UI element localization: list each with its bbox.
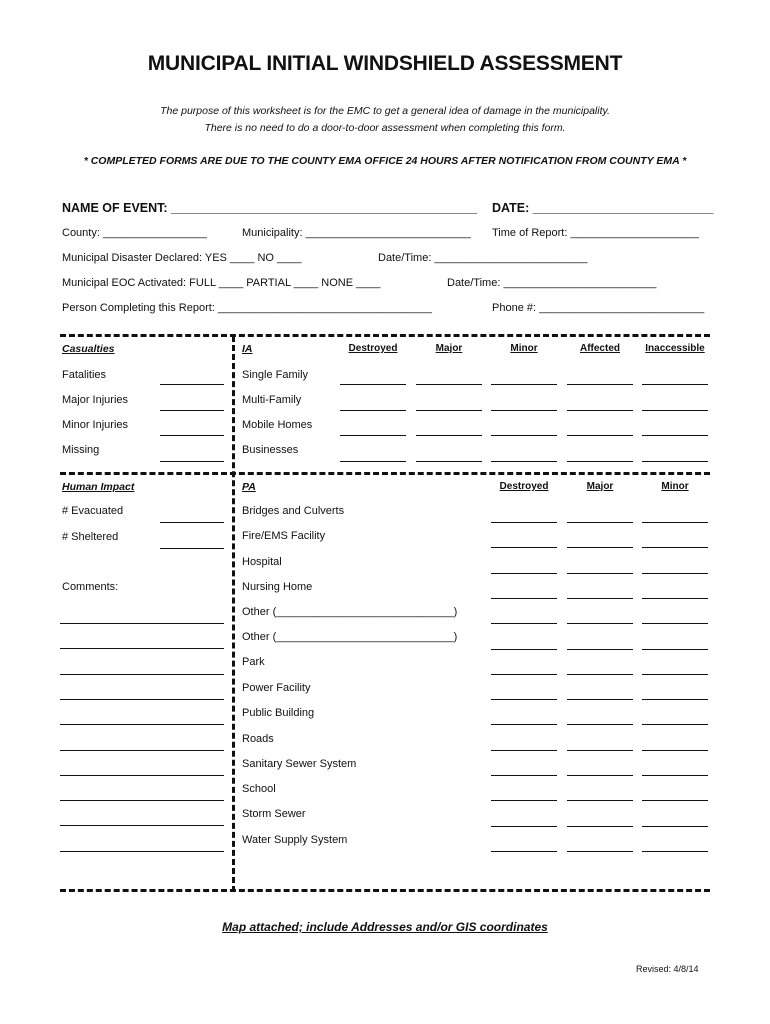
ia-col-major: Major <box>435 343 463 354</box>
pa-input-r2-c1[interactable] <box>567 573 633 574</box>
disaster-datetime-field[interactable]: Date/Time: _________________________ <box>378 252 588 264</box>
pa-input-r12-c2[interactable] <box>642 826 708 827</box>
pa-input-r5-c1[interactable] <box>567 649 633 650</box>
ia-input-r0-c1[interactable] <box>416 384 482 385</box>
pa-input-r5-c2[interactable] <box>642 649 708 650</box>
comment-line-4[interactable] <box>60 724 224 725</box>
ia-input-r2-c4[interactable] <box>642 435 708 436</box>
pa-label-roads: Roads <box>242 733 274 745</box>
pa-label-other-2[interactable]: Other (_____________________________) <box>242 631 458 643</box>
pa-input-r1-c2[interactable] <box>642 547 708 548</box>
input-sheltered[interactable] <box>160 548 224 549</box>
comment-line-5[interactable] <box>60 750 224 751</box>
label-sheltered: # Sheltered <box>62 531 119 543</box>
ia-input-r3-c1[interactable] <box>416 461 482 462</box>
name-of-event-field[interactable]: NAME OF EVENT: ____________________________________________ <box>62 201 477 215</box>
casualty-label-missing: Missing <box>62 444 100 456</box>
ia-label-businesses: Businesses <box>242 444 299 456</box>
pa-input-r11-c0[interactable] <box>491 800 557 801</box>
ia-input-r0-c0[interactable] <box>340 384 406 385</box>
pa-input-r2-c2[interactable] <box>642 573 708 574</box>
ia-input-r1-c3[interactable] <box>567 410 633 411</box>
pa-label-sanitary-sewer: Sanitary Sewer System <box>242 758 357 770</box>
comment-line-1[interactable] <box>60 648 224 649</box>
pa-label-park: Park <box>242 656 265 668</box>
human-impact-header: Human Impact <box>62 481 135 493</box>
label-evacuated: # Evacuated <box>62 505 124 517</box>
ia-input-r1-c4[interactable] <box>642 410 708 411</box>
pa-input-r4-c1[interactable] <box>567 623 633 624</box>
pa-input-r7-c1[interactable] <box>567 699 633 700</box>
pa-input-r13-c0[interactable] <box>491 851 557 852</box>
pa-input-r9-c2[interactable] <box>642 750 708 751</box>
municipality-field[interactable]: Municipality: ___________________________ <box>242 227 471 239</box>
pa-input-r4-c0[interactable] <box>491 623 557 624</box>
page-title: MUNICIPAL INITIAL WINDSHIELD ASSESSMENT <box>147 52 623 75</box>
eoc-activated-field[interactable]: Municipal EOC Activated: FULL ____ PARTIAL ____ NONE ____ <box>62 277 381 289</box>
intro-line-1: The purpose of this worksheet is for the EMC to get a general idea of damage in the municipality. <box>160 105 610 117</box>
comment-line-0[interactable] <box>60 623 224 624</box>
pa-label-other-1[interactable]: Other (_____________________________) <box>242 606 458 618</box>
pa-input-r9-c0[interactable] <box>491 750 557 751</box>
pa-label-hospital: Hospital <box>242 556 282 568</box>
ia-input-r3-c0[interactable] <box>340 461 406 462</box>
ia-label-single-family: Single Family <box>242 369 309 381</box>
pa-input-r13-c2[interactable] <box>642 851 708 852</box>
disaster-declared-field[interactable]: Municipal Disaster Declared: YES ____ NO ____ <box>62 252 302 264</box>
pa-label-public-building: Public Building <box>242 707 315 719</box>
ia-input-r3-c2[interactable] <box>491 461 557 462</box>
pa-col-major: Major <box>586 481 614 492</box>
input-evacuated[interactable] <box>160 522 224 523</box>
pa-input-r11-c2[interactable] <box>642 800 708 801</box>
ia-input-r0-c4[interactable] <box>642 384 708 385</box>
ia-input-r2-c3[interactable] <box>567 435 633 436</box>
comment-line-3[interactable] <box>60 699 224 700</box>
pa-input-r12-c0[interactable] <box>491 826 557 827</box>
ia-input-r1-c2[interactable] <box>491 410 557 411</box>
pa-input-r0-c2[interactable] <box>642 522 708 523</box>
middle-dashed-border <box>60 472 710 475</box>
casualties-header: Casualties <box>62 343 115 355</box>
ia-label-mobile-homes: Mobile Homes <box>242 419 313 431</box>
intro-line-2: There is no need to do a door-to-door assessment when completing this form. <box>204 122 566 134</box>
ia-input-r2-c1[interactable] <box>416 435 482 436</box>
casualty-label-major-injuries: Major Injuries <box>62 394 129 406</box>
pa-input-r6-c2[interactable] <box>642 674 708 675</box>
time-of-report-field[interactable]: Time of Report: _____________________ <box>492 227 699 239</box>
pa-input-r1-c1[interactable] <box>567 547 633 548</box>
pa-label-power-facility: Power Facility <box>242 682 311 694</box>
pa-input-r13-c1[interactable] <box>567 851 633 852</box>
county-field[interactable]: County: _________________ <box>62 227 207 239</box>
map-attached-note: Map attached; include Addresses and/or GIS coordinates <box>222 920 548 934</box>
comments-label: Comments: <box>62 581 119 593</box>
pa-label-fire-ems: Fire/EMS Facility <box>242 530 326 542</box>
casualty-label-minor-injuries: Minor Injuries <box>62 419 129 431</box>
ia-input-r2-c2[interactable] <box>491 435 557 436</box>
casualty-input-missing[interactable] <box>160 461 224 462</box>
casualty-input-fatalities[interactable] <box>160 384 224 385</box>
top-dashed-border <box>60 334 710 337</box>
ia-input-r0-c2[interactable] <box>491 384 557 385</box>
person-completing-field[interactable]: Person Completing this Report: ___________________________________ <box>62 302 433 314</box>
date-field[interactable]: DATE: __________________________ <box>492 201 714 215</box>
pa-input-r11-c1[interactable] <box>567 800 633 801</box>
ia-input-r2-c0[interactable] <box>340 435 406 436</box>
pa-col-minor: Minor <box>661 481 689 492</box>
ia-input-r1-c1[interactable] <box>416 410 482 411</box>
pa-input-r4-c2[interactable] <box>642 623 708 624</box>
pa-input-r10-c1[interactable] <box>567 775 633 776</box>
pa-input-r7-c0[interactable] <box>491 699 557 700</box>
comment-line-6[interactable] <box>60 775 224 776</box>
pa-input-r9-c1[interactable] <box>567 750 633 751</box>
column-divider <box>232 336 235 892</box>
pa-input-r8-c1[interactable] <box>567 724 633 725</box>
ia-input-r3-c3[interactable] <box>567 461 633 462</box>
ia-input-r1-c0[interactable] <box>340 410 406 411</box>
pa-input-r7-c2[interactable] <box>642 699 708 700</box>
casualty-input-minor-injuries[interactable] <box>160 435 224 436</box>
pa-label-school: School <box>242 783 276 795</box>
pa-input-r8-c2[interactable] <box>642 724 708 725</box>
eoc-datetime-field[interactable]: Date/Time: _________________________ <box>447 277 657 289</box>
pa-col-destroyed: Destroyed <box>499 481 549 492</box>
ia-col-minor: Minor <box>510 343 538 354</box>
pa-input-r3-c2[interactable] <box>642 598 708 599</box>
pa-input-r6-c0[interactable] <box>491 674 557 675</box>
ia-label-multi-family: Multi-Family <box>242 394 302 406</box>
ia-header: IA <box>242 343 253 355</box>
casualty-input-major-injuries[interactable] <box>160 410 224 411</box>
due-notice: * COMPLETED FORMS ARE DUE TO THE COUNTY EMA OFFICE 24 HOURS AFTER NOTIFICATION FROM COUNTY EMA * <box>83 155 687 167</box>
ia-col-affected: Affected <box>579 343 620 354</box>
pa-input-r1-c0[interactable] <box>491 547 557 548</box>
pa-input-r5-c0[interactable] <box>491 649 557 650</box>
pa-input-r10-c0[interactable] <box>491 775 557 776</box>
comment-line-2[interactable] <box>60 674 224 675</box>
pa-label-bridges: Bridges and Culverts <box>242 505 345 517</box>
pa-label-storm-sewer: Storm Sewer <box>242 808 306 820</box>
phone-field[interactable]: Phone #: ___________________________ <box>492 302 705 314</box>
comment-line-8[interactable] <box>60 825 224 826</box>
pa-input-r2-c0[interactable] <box>491 573 557 574</box>
revised-date: Revised: 4/8/14 <box>636 964 699 974</box>
comment-line-7[interactable] <box>60 800 224 801</box>
ia-col-inaccessible: Inaccessible <box>645 343 705 354</box>
ia-input-r3-c4[interactable] <box>642 461 708 462</box>
pa-header: PA <box>242 481 256 493</box>
pa-input-r0-c0[interactable] <box>491 522 557 523</box>
pa-input-r3-c0[interactable] <box>491 598 557 599</box>
pa-label-nursing-home: Nursing Home <box>242 581 313 593</box>
bottom-dashed-border <box>60 889 710 892</box>
pa-input-r12-c1[interactable] <box>567 826 633 827</box>
pa-label-water-supply: Water Supply System <box>242 834 348 846</box>
pa-input-r3-c1[interactable] <box>567 598 633 599</box>
casualty-label-fatalities: Fatalities <box>62 369 107 381</box>
pa-input-r8-c0[interactable] <box>491 724 557 725</box>
ia-input-r0-c3[interactable] <box>567 384 633 385</box>
pa-input-r6-c1[interactable] <box>567 674 633 675</box>
pa-input-r0-c1[interactable] <box>567 522 633 523</box>
pa-input-r10-c2[interactable] <box>642 775 708 776</box>
comment-line-9[interactable] <box>60 851 224 852</box>
ia-col-destroyed: Destroyed <box>348 343 398 354</box>
